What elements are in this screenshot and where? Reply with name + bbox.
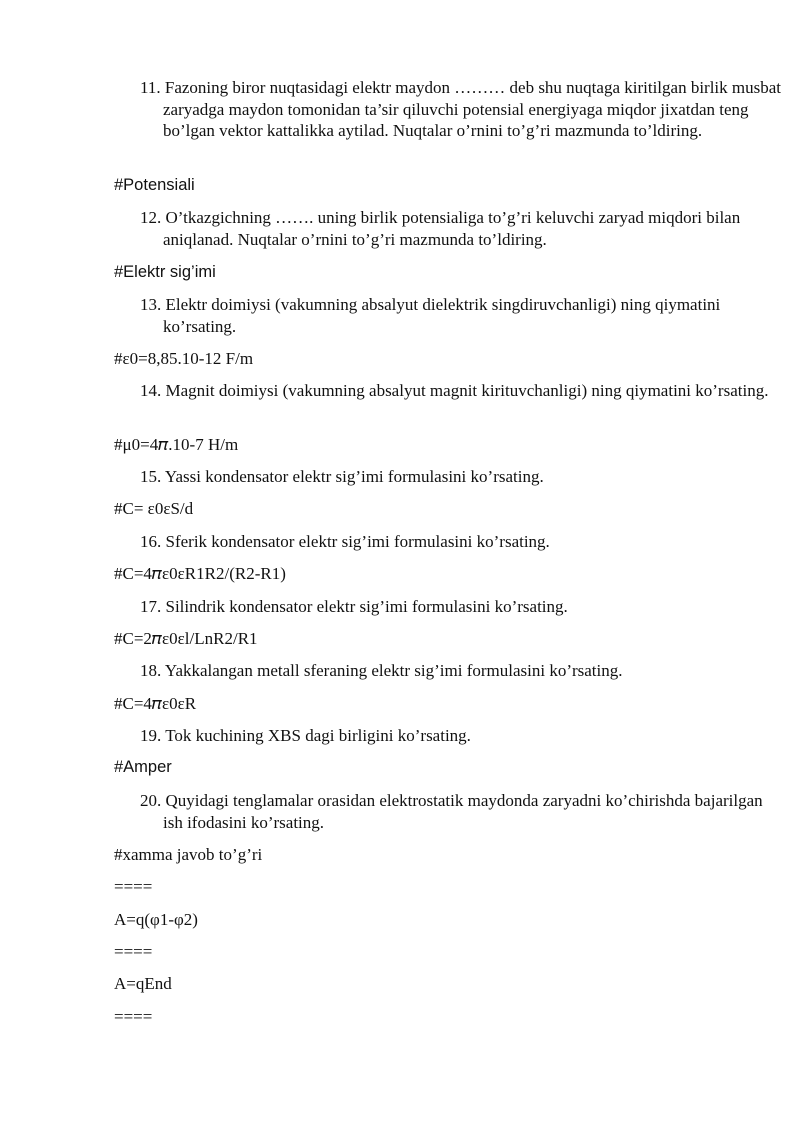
answer-18: #C=4𝜋ε0εR	[114, 694, 197, 713]
answer-17: #C=2𝜋ε0εl/LnR2/R1	[114, 629, 258, 648]
answer-16: #C=4𝜋ε0εR1R2/(R2-R1)	[114, 564, 286, 583]
answer-11: #Potensiali	[114, 176, 195, 194]
question-11: 11. Fazoning biror nuqtasidagi elektr maydon ……… deb shu nuqtaga kiritilgan birlik musbat zaryadga maydon tomonidan ta’sir qiluvchi potensial energiyaga miqdor jixatdan teng bo’lgan vektor kattalikka aytilad. Nuqtalar o’rnini to’g’ri mazmunda to’ldiring.	[140, 78, 782, 140]
answer-14: #μ0=4𝜋.10-7 H/m	[114, 435, 239, 454]
question-13: 13. Elektr doimiysi (vakumning absalyut dielektrik singdiruvchanligi) ning qiymatini ko’rsating.	[140, 295, 721, 336]
answer-15: #C= ε0εS/d	[114, 499, 194, 518]
question-14: 14. Magnit doimiysi (vakumning absalyut magnit kirituvchanligi) ning qiymatini ko’rsating.	[140, 381, 769, 400]
option-formula: A=qEnd	[114, 974, 172, 993]
option-formula: A=q(φ1-φ2)	[114, 910, 198, 929]
question-12: 12. O’tkazgichning ……. uning birlik potensialiga to’g’ri keluvchi zaryad miqdori bilan aniqlanad. Nuqtalar o’rnini to’g’ri mazmunda to’ldiring.	[140, 208, 741, 249]
answer-20: #xamma javob to’g’ri	[114, 845, 263, 864]
separator: ====	[114, 877, 153, 896]
question-17: 17. Silindrik kondensator elektr sig’imi formulasini ko’rsating.	[140, 597, 568, 616]
separator: ====	[114, 1007, 153, 1026]
question-20: 20. Quyidagi tenglamalar orasidan elektrostatik maydonda zaryadni ko’chirishda bajarilgan ish ifodasini ko’rsating.	[140, 791, 763, 832]
question-19: 19. Tok kuchining XBS dagi birligini ko’rsating.	[140, 726, 471, 745]
question-16: 16. Sferik kondensator elektr sig’imi formulasini ko’rsating.	[140, 532, 550, 551]
answer-19: #Amper	[114, 758, 172, 776]
separator: ====	[114, 942, 153, 961]
answer-12: #Elektr sig’imi	[114, 263, 216, 281]
answer-13: #ε0=8,85.10-12 F/m	[114, 349, 254, 368]
question-15: 15. Yassi kondensator elektr sig’imi formulasini ko’rsating.	[140, 467, 544, 486]
question-18: 18. Yakkalangan metall sferaning elektr sig’imi formulasini ko’rsating.	[140, 661, 623, 680]
